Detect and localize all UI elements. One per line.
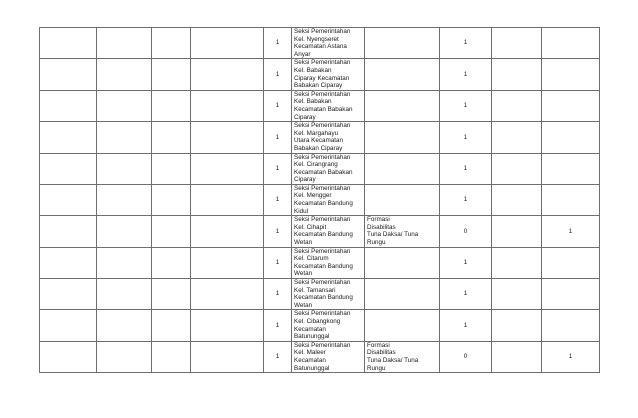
empty-cell bbox=[97, 310, 152, 341]
row-count-text: 1 bbox=[275, 196, 280, 204]
unit-description-text: Seksi Pemerintahan Kel. Citarum Kecamatan Bandung Wetan bbox=[294, 247, 353, 278]
empty-cell bbox=[191, 28, 264, 59]
general-quota-text: 1 bbox=[463, 290, 468, 298]
formation-note-cell bbox=[365, 184, 440, 215]
row-count-cell bbox=[264, 216, 292, 247]
general-quota-text: 1 bbox=[463, 259, 468, 267]
table-row bbox=[40, 59, 600, 90]
empty-cell bbox=[492, 310, 542, 341]
empty-cell bbox=[152, 216, 191, 247]
row-count-cell bbox=[264, 279, 292, 310]
empty-cell bbox=[492, 341, 542, 372]
formation-note-cell bbox=[365, 216, 440, 247]
empty-cell bbox=[40, 28, 97, 59]
general-quota-text: 0 bbox=[463, 353, 468, 361]
row-count-cell bbox=[264, 184, 292, 215]
empty-cell bbox=[152, 279, 191, 310]
empty-cell bbox=[40, 184, 97, 215]
unit-description-text: Seksi Pemerintahan Kel. Cihapit Kecamatan Bandung Wetan bbox=[294, 216, 353, 247]
unit-description-cell bbox=[292, 90, 365, 121]
empty-cell bbox=[40, 90, 97, 121]
unit-description-text: Seksi Pemerintahan Kel. Cibangkong Kecamatan Batununggal bbox=[294, 310, 351, 341]
empty-cell bbox=[152, 153, 191, 184]
formation-note-text: Formasi Disabilitas Tuna Daksa/ Tuna Rungu bbox=[367, 341, 419, 372]
empty-cell bbox=[97, 28, 152, 59]
empty-cell bbox=[97, 90, 152, 121]
table-row bbox=[40, 341, 600, 372]
empty-cell bbox=[152, 122, 191, 153]
formation-table bbox=[39, 27, 600, 373]
empty-cell bbox=[152, 184, 191, 215]
row-count-text: 1 bbox=[275, 321, 280, 329]
row-count-cell bbox=[264, 59, 292, 90]
empty-cell bbox=[152, 59, 191, 90]
empty-cell bbox=[152, 247, 191, 278]
formation-note-cell bbox=[365, 59, 440, 90]
empty-cell bbox=[191, 216, 264, 247]
general-quota-cell bbox=[440, 279, 492, 310]
empty-cell bbox=[191, 90, 264, 121]
empty-cell bbox=[191, 247, 264, 278]
disability-quota-cell bbox=[542, 122, 600, 153]
empty-cell bbox=[191, 279, 264, 310]
formation-note-cell bbox=[365, 341, 440, 372]
disability-quota-cell bbox=[542, 90, 600, 121]
table-row bbox=[40, 28, 600, 59]
unit-description-cell bbox=[292, 216, 365, 247]
disability-quota-cell bbox=[542, 59, 600, 90]
disability-quota-text: 1 bbox=[568, 227, 573, 235]
general-quota-cell bbox=[440, 247, 492, 278]
general-quota-cell bbox=[440, 90, 492, 121]
disability-quota-cell bbox=[542, 216, 600, 247]
empty-cell bbox=[97, 153, 152, 184]
general-quota-text: 1 bbox=[463, 39, 468, 47]
general-quota-text: 1 bbox=[463, 196, 468, 204]
disability-quota-text: 1 bbox=[568, 353, 573, 361]
unit-description-cell bbox=[292, 279, 365, 310]
empty-cell bbox=[492, 153, 542, 184]
general-quota-text: 1 bbox=[463, 70, 468, 78]
formation-note-cell bbox=[365, 310, 440, 341]
table-body bbox=[40, 28, 600, 373]
unit-description-cell bbox=[292, 59, 365, 90]
empty-cell bbox=[191, 122, 264, 153]
formation-note-cell bbox=[365, 279, 440, 310]
table-row bbox=[40, 90, 600, 121]
row-count-cell bbox=[264, 90, 292, 121]
table-row bbox=[40, 122, 600, 153]
table-row bbox=[40, 153, 600, 184]
general-quota-cell bbox=[440, 28, 492, 59]
table-row bbox=[40, 247, 600, 278]
empty-cell bbox=[152, 310, 191, 341]
unit-description-cell bbox=[292, 122, 365, 153]
unit-description-text: Seksi Pemerintahan Kel. Babakan Kecamatan Babakan Ciparay bbox=[294, 90, 353, 121]
empty-cell bbox=[191, 184, 264, 215]
formation-note-cell bbox=[365, 28, 440, 59]
empty-cell bbox=[97, 279, 152, 310]
empty-cell bbox=[492, 59, 542, 90]
empty-cell bbox=[40, 153, 97, 184]
empty-cell bbox=[152, 90, 191, 121]
empty-cell bbox=[40, 59, 97, 90]
general-quota-cell bbox=[440, 184, 492, 215]
disability-quota-cell bbox=[542, 310, 600, 341]
empty-cell bbox=[492, 184, 542, 215]
general-quota-cell bbox=[440, 310, 492, 341]
disability-quota-cell bbox=[542, 341, 600, 372]
general-quota-text: 1 bbox=[463, 164, 468, 172]
disability-quota-cell bbox=[542, 184, 600, 215]
empty-cell bbox=[152, 28, 191, 59]
unit-description-text: Seksi Pemerintahan Kel. Cirangrang Kecamatan Babakan Ciparay bbox=[294, 153, 353, 184]
unit-description-text: Seksi Pemerintahan Kel. Tamansari Kecamatan Bandung Wetan bbox=[294, 279, 353, 309]
empty-cell bbox=[97, 247, 152, 278]
formation-note-cell bbox=[365, 122, 440, 153]
disability-quota-cell bbox=[542, 247, 600, 278]
table-row bbox=[40, 216, 600, 247]
unit-description-cell bbox=[292, 310, 365, 341]
row-count-text: 1 bbox=[275, 164, 280, 172]
disability-quota-cell bbox=[542, 279, 600, 310]
row-count-text: 1 bbox=[275, 259, 280, 267]
empty-cell bbox=[97, 341, 152, 372]
unit-description-cell bbox=[292, 28, 365, 59]
unit-description-cell bbox=[292, 247, 365, 278]
general-quota-cell bbox=[440, 341, 492, 372]
empty-cell bbox=[97, 216, 152, 247]
general-quota-cell bbox=[440, 59, 492, 90]
empty-cell bbox=[492, 90, 542, 121]
formation-note-text: Formasi Disabilitas Tuna Daksa/ Tuna Rungu bbox=[367, 216, 419, 247]
unit-description-text: Seksi Pemerintahan Kel. Mengger Kecamatan Bandung Kidul bbox=[294, 184, 353, 215]
general-quota-text: 1 bbox=[463, 133, 468, 141]
unit-description-cell bbox=[292, 341, 365, 372]
row-count-cell bbox=[264, 310, 292, 341]
unit-description-cell bbox=[292, 153, 365, 184]
formation-note-cell bbox=[365, 153, 440, 184]
general-quota-text: 1 bbox=[463, 321, 468, 329]
row-count-text: 1 bbox=[275, 133, 280, 141]
row-count-cell bbox=[264, 341, 292, 372]
disability-quota-cell bbox=[542, 28, 600, 59]
empty-cell bbox=[492, 216, 542, 247]
empty-cell bbox=[191, 310, 264, 341]
empty-cell bbox=[40, 216, 97, 247]
row-count-cell bbox=[264, 122, 292, 153]
empty-cell bbox=[152, 341, 191, 372]
row-count-text: 1 bbox=[275, 290, 280, 298]
empty-cell bbox=[40, 122, 97, 153]
empty-cell bbox=[40, 279, 97, 310]
row-count-text: 1 bbox=[275, 353, 280, 361]
general-quota-cell bbox=[440, 153, 492, 184]
general-quota-cell bbox=[440, 122, 492, 153]
empty-cell bbox=[40, 310, 97, 341]
formation-note-cell bbox=[365, 247, 440, 278]
table-row bbox=[40, 310, 600, 341]
general-quota-cell bbox=[440, 216, 492, 247]
empty-cell bbox=[40, 247, 97, 278]
row-count-text: 1 bbox=[275, 102, 280, 110]
empty-cell bbox=[40, 341, 97, 372]
row-count-text: 1 bbox=[275, 227, 280, 235]
empty-cell bbox=[97, 184, 152, 215]
row-count-cell bbox=[264, 247, 292, 278]
row-count-text: 1 bbox=[275, 39, 280, 47]
unit-description-text: Seksi Pemerintahan Kel. Nyengseret Kecamatan Astana Anyar bbox=[294, 28, 351, 58]
empty-cell bbox=[97, 122, 152, 153]
table-row bbox=[40, 279, 600, 310]
general-quota-text: 0 bbox=[463, 227, 468, 235]
row-count-text: 1 bbox=[275, 70, 280, 78]
empty-cell bbox=[97, 59, 152, 90]
disability-quota-cell bbox=[542, 153, 600, 184]
row-count-cell bbox=[264, 153, 292, 184]
table-row bbox=[40, 184, 600, 215]
empty-cell bbox=[191, 153, 264, 184]
unit-description-cell bbox=[292, 184, 365, 215]
unit-description-text: Seksi Pemerintahan Kel. Maleer Kecamatan Batununggal bbox=[294, 341, 351, 372]
row-count-cell bbox=[264, 28, 292, 59]
empty-cell bbox=[191, 59, 264, 90]
empty-cell bbox=[191, 341, 264, 372]
unit-description-text: Seksi Pemerintahan Kel. Margahayu Utara Kecamatan Babakan Ciparay bbox=[294, 122, 351, 152]
empty-cell bbox=[492, 122, 542, 153]
empty-cell bbox=[492, 247, 542, 278]
empty-cell bbox=[492, 279, 542, 310]
formation-note-cell bbox=[365, 90, 440, 121]
general-quota-text: 1 bbox=[463, 102, 468, 110]
empty-cell bbox=[492, 28, 542, 59]
unit-description-text: Seksi Pemerintahan Kel. Babakan Ciparay Kecamatan Babakan Ciparay bbox=[294, 59, 351, 90]
